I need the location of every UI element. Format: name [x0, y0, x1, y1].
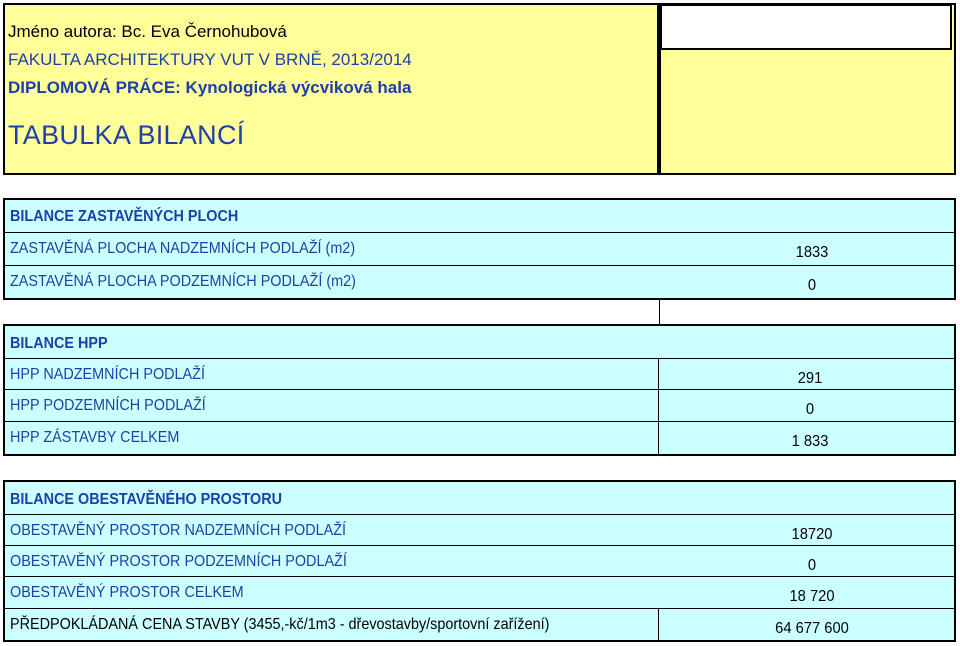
header — [0, 0, 958, 176]
row-label: HPP NADZEMNÍCH PODLAŽÍ — [10, 366, 205, 383]
row-value: 291 — [797, 370, 823, 387]
row-value: 0 — [805, 401, 815, 418]
table-row-price — [5, 608, 954, 641]
row-value: 18720 — [791, 526, 833, 543]
thesis-line: DIPLOMOVÁ PRÁCE: Kynologická výcviková hala — [8, 78, 412, 97]
row-value: 0 — [807, 557, 817, 574]
cell-divider — [658, 422, 659, 454]
header-blank-box — [660, 4, 952, 50]
row-label: OBESTAVĚNÝ PROSTOR PODZEMNÍCH PODLAŽÍ — [10, 553, 347, 570]
section-hpp — [3, 324, 956, 456]
row-value: 0 — [807, 277, 817, 294]
section-enclosed-volume — [3, 480, 956, 642]
row-label: OBESTAVĚNÝ PROSTOR CELKEM — [10, 584, 244, 601]
table-row — [5, 545, 954, 578]
row-label: ZASTAVĚNÁ PLOCHA PODZEMNÍCH PODLAŽÍ (m2) — [10, 273, 356, 290]
faculty-line: FAKULTA ARCHITEKTURY VUT V BRNĚ, 2013/2014 — [8, 50, 412, 69]
table-row — [5, 514, 954, 547]
cell-divider — [658, 359, 659, 391]
table-row — [5, 265, 954, 298]
section-heading: BILANCE OBESTAVĚNÉHO PROSTORU — [10, 491, 283, 508]
cell-divider — [658, 609, 659, 641]
section-built-up-areas — [3, 198, 956, 300]
table-row — [5, 421, 954, 454]
price-value: 64 677 600 — [775, 620, 849, 637]
row-label: OBESTAVĚNÝ PROSTOR NADZEMNÍCH PODLAŽÍ — [10, 522, 347, 539]
page-title: TABULKA BILANCÍ — [8, 120, 245, 150]
section-heading-row — [5, 482, 954, 514]
section-heading: BILANCE HPP — [10, 335, 108, 352]
row-label: HPP ZÁSTAVBY CELKEM — [10, 429, 180, 446]
price-label: PŘEDPOKLÁDANÁ CENA STAVBY (3455,-kč/1m3 - dřevostavby/sportovní zařížení) — [10, 616, 550, 633]
section-heading: BILANCE ZASTAVĚNÝCH PLOCH — [10, 208, 239, 225]
section-heading-row — [5, 326, 954, 358]
table-row — [5, 576, 954, 609]
table-row — [5, 389, 954, 422]
section-heading-row — [5, 200, 954, 232]
row-value: 1833 — [795, 244, 829, 261]
row-value: 1 833 — [791, 433, 829, 450]
table-row — [5, 358, 954, 391]
row-label: ZASTAVĚNÁ PLOCHA NADZEMNÍCH PODLAŽÍ (m2) — [10, 240, 356, 257]
table-row — [5, 232, 954, 265]
cell-divider — [658, 390, 659, 422]
row-value: 18 720 — [789, 588, 835, 605]
spacer-row — [3, 456, 956, 480]
row-label: HPP PODZEMNÍCH PODLAŽÍ — [10, 397, 206, 414]
author-line: Jméno autora: Bc. Eva Černohubová — [8, 22, 287, 41]
